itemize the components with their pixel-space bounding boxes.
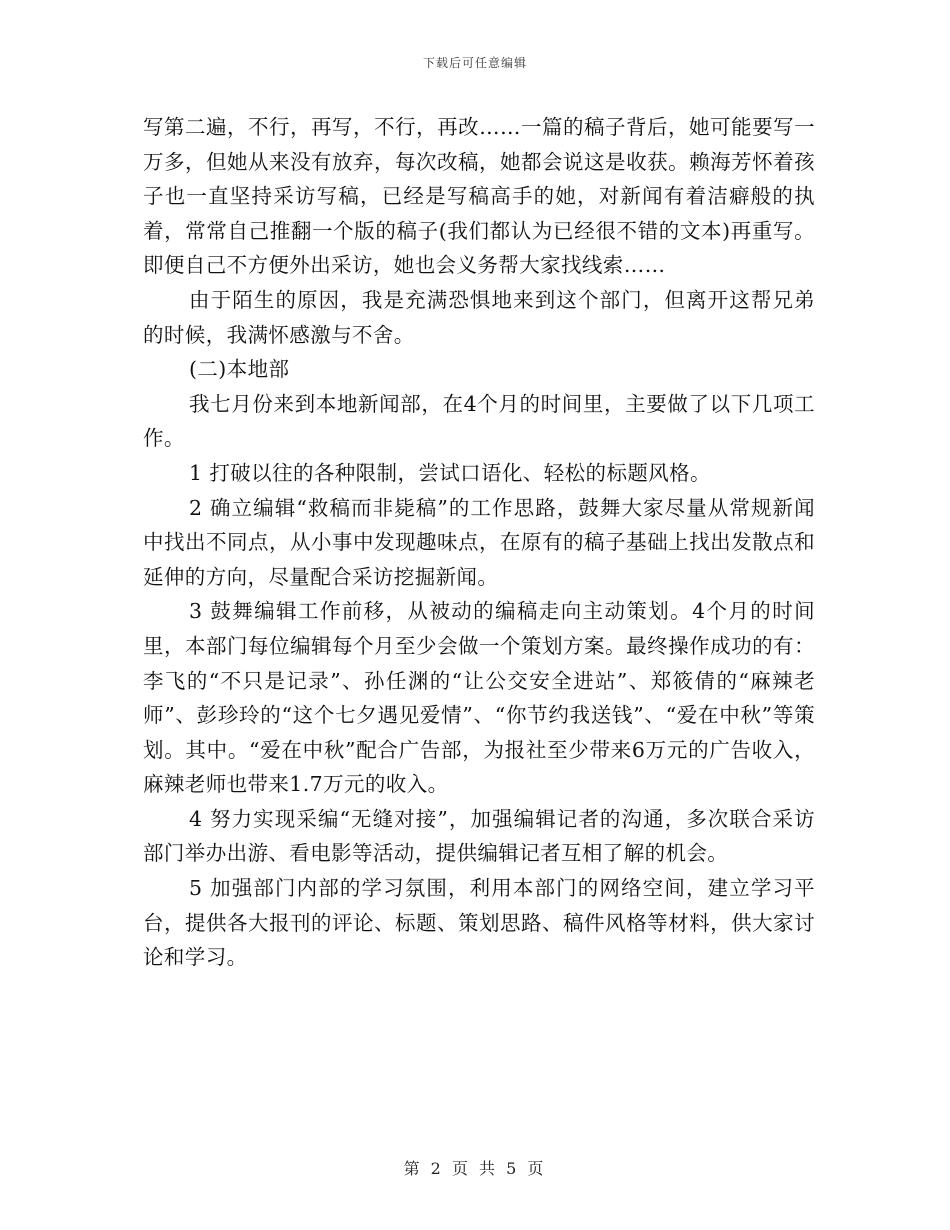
paragraph-continued: 写第二遍，不行，再写，不行，再改……一篇的稿子背后，她可能要写一万多，但她从来没有放弃，每次改稿，她都会说这是收获。赖海芳怀着孩子也一直坚持采访写稿，已经是写稿高手的她，对新闻有着洁癖般的执着，常常自己推翻一个版的稿子(我们都认为已经很不错的文本)再重写。即便自己不方便外出采访，她也会义务帮大家找线索…… [143,115,815,278]
page-number: 第 2 页 共 5 页 [403,1159,547,1178]
list-item-5: 5 加强部门内部的学习氛围，利用本部门的网络空间，建立学习平台，提供各大报刊的评论、标题、策划思路、稿件风格等材料，供大家讨论和学习。 [143,876,815,970]
page-header: 下载后可任意编辑 [422,56,527,70]
list-item-1: 1 打破以往的各种限制，尝试口语化、轻松的标题风格。 [189,460,711,485]
list-item-3: 3 鼓舞编辑工作前移，从被动的编稿走向主动策划。4个月的时间里，本部门每位编辑每个月至少会做一个策划方案。最终操作成功的有：李飞的“不只是记录”、孙任渊的“让公交安全进站”、郑筱倩的“麻辣老师”、彭珍玲的“这个七夕遇见爱情”、“你节约我送钱”、“爱在中秋”等策划。其中。“爱在中秋”配合广告部，为报社至少带来6万元的广告收入，麻辣老师也带来1.7万元的收入。 [143,599,815,797]
paragraph-intro: 我七月份来到本地新闻部，在4个月的时间里，主要做了以下几项工作。 [143,391,815,451]
paragraph-farewell: 由于陌生的原因，我是充满恐惧地来到这个部门，但离开这帮兄弟的时候，我满怀感激与不舍。 [143,287,815,347]
section-heading-local-dept: (二)本地部 [189,357,290,382]
list-item-4: 4 努力实现采编“无缝对接”，加强编辑记者的沟通，多次联合采访部门举办出游、看电影等活动，提供编辑记者互相了解的机会。 [143,806,815,866]
document-body [143,110,815,975]
list-item-2: 2 确立编辑“救稿而非毙稿”的工作思路，鼓舞大家尽量从常规新闻中找出不同点，从小事中发现趣味点，在原有的稿子基础上找出发散点和延伸的方向，尽量配合采访挖掘新闻。 [143,495,815,589]
